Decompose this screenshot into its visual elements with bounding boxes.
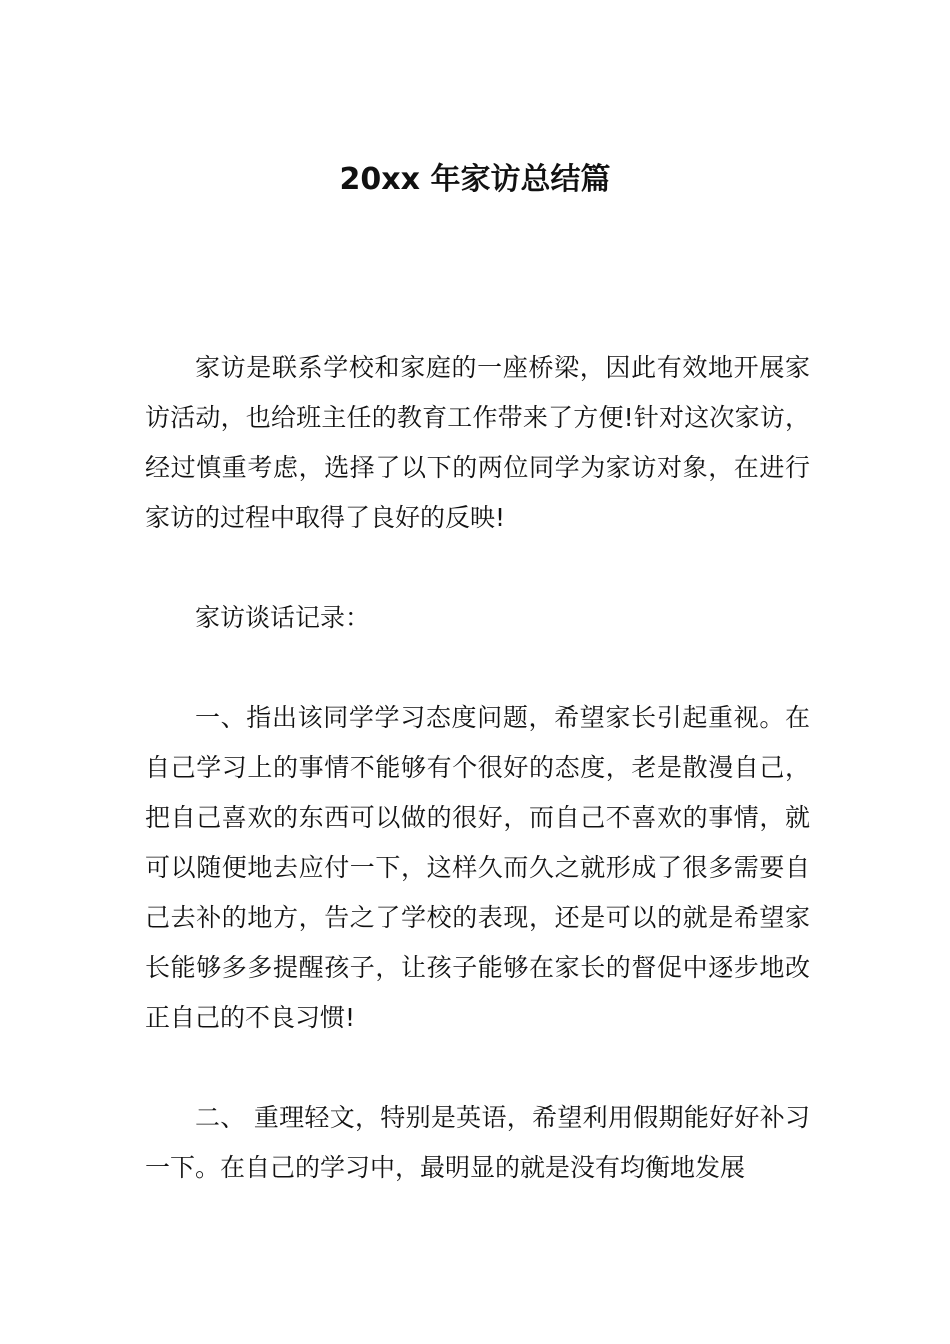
document-body [145, 343, 810, 1193]
paragraph-intro: 家访是联系学校和家庭的一座桥梁，因此有效地开展家访活动，也给班主任的教育工作带来了方便!针对这次家访，经过慎重考虑，选择了以下的两位同学为家访对象，在进行家访的过程中取得了良好的反映! [145, 353, 810, 532]
paragraph-point-one: 一、指出该同学学习态度问题，希望家长引起重视。在自己学习上的事情不能够有个很好的态度，老是散漫自己，把自己喜欢的东西可以做的很好，而自己不喜欢的事情，就可以随便地去应付一下，这样久而久之就形成了很多需要自己去补的地方，告之了学校的表现，还是可以的就是希望家长能够多多提醒孩子，让孩子能够在家长的督促中逐步地改正自己的不良习惯! [145, 703, 810, 1032]
paragraph-gap [145, 1043, 810, 1093]
paragraph-point-two: 二、 重理轻文，特别是英语，希望利用假期能好好补习一下。在自己的学习中，最明显的就是没有均衡地发展 [145, 1103, 810, 1182]
paragraph-record-heading: 家访谈话记录： [195, 603, 371, 632]
paragraph-gap [145, 543, 810, 593]
paragraph-gap [145, 643, 810, 693]
document-title: 20xx 年家访总结篇 [339, 162, 611, 197]
